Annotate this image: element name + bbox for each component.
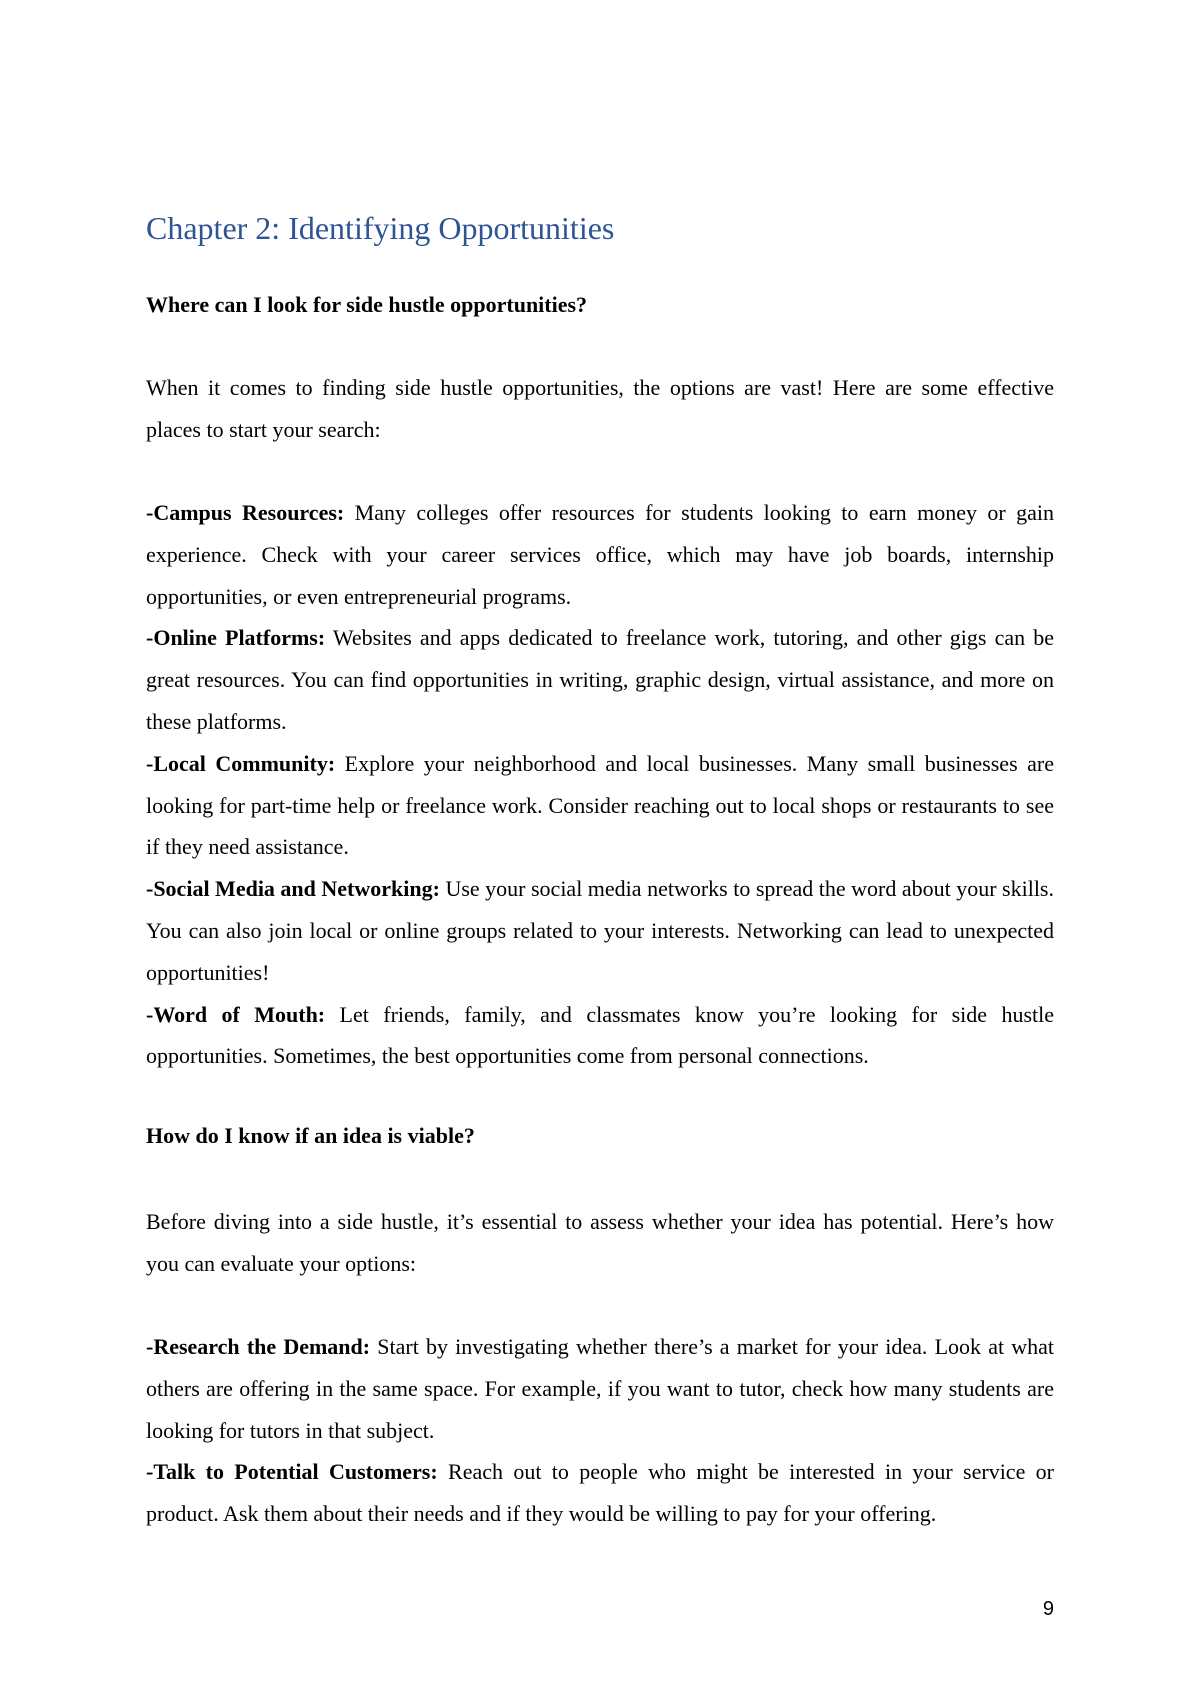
list-item-text: Let friends, family, and classmates know you’re looking for side hustle opportunities. Sometimes, the best opportunities come from personal connections. <box>146 1001 1055 1069</box>
page-number: 9 <box>1042 1598 1054 1620</box>
viability-list <box>146 1326 1054 1535</box>
list-item <box>146 492 1054 617</box>
list-item-text: Use your social media networks to spread the word about your skills. You can also join local or online groups related to your interests. Networking can lead to unexpected opportunities! <box>146 876 1054 985</box>
section-intro-viability: Before diving into a side hustle, it’s essential to assess whether your idea has potential. Here’s how you can evaluate your options: <box>146 1209 1054 1276</box>
list-item <box>146 1451 1054 1535</box>
list-item-text: Reach out to people who might be interested in your service or product. Ask them about their needs and if they would be willing to pay for your offering. <box>146 1459 1054 1527</box>
list-item-label: -Local Community: <box>146 750 336 776</box>
list-item-label: -Word of Mouth: <box>146 1001 326 1027</box>
chapter-title: Chapter 2: Identifying Opportunities <box>146 210 615 246</box>
list-item-label: -Online Platforms: <box>146 625 326 651</box>
list-item-text: Many colleges offer resources for students looking to earn money or gain experience. Check with your career services office, which may have job boards, internship opportunities, or even entrepreneurial programs. <box>146 500 1054 609</box>
list-item <box>146 743 1054 868</box>
list-item <box>146 617 1054 742</box>
list-item-text: Websites and apps dedicated to freelance work, tutoring, and other gigs can be great resources. You can find opportunities in writing, graphic design, virtual assistance, and more on these platforms. <box>146 625 1054 734</box>
section-heading-opportunities: Where can I look for side hustle opportunities? <box>146 292 588 317</box>
list-item-text: Start by investigating whether there’s a market for your idea. Look at what others are offering in the same space. For example, if you want to tutor, check how many students are looking for tutors in that subject. <box>146 1334 1054 1443</box>
list-item-label: -Campus Resources: <box>146 500 345 525</box>
list-item <box>146 1326 1054 1451</box>
list-item-label: -Social Media and Networking: <box>146 876 440 902</box>
section-heading-viability: How do I know if an idea is viable? <box>146 1123 475 1148</box>
list-item-label: -Research the Demand: <box>146 1334 371 1359</box>
list-item <box>146 868 1054 993</box>
section-intro-opportunities: When it comes to finding side hustle opportunities, the options are vast! Here are some effective places to start your search: <box>146 375 1054 442</box>
list-item-label: -Talk to Potential Customers: <box>146 1459 438 1485</box>
opportunities-list <box>146 492 1054 1077</box>
list-item-text: Explore your neighborhood and local businesses. Many small businesses are looking for part-time help or freelance work. Consider reaching out to local shops or restaurants to see if they need assistance. <box>146 750 1054 860</box>
list-item <box>146 994 1054 1078</box>
